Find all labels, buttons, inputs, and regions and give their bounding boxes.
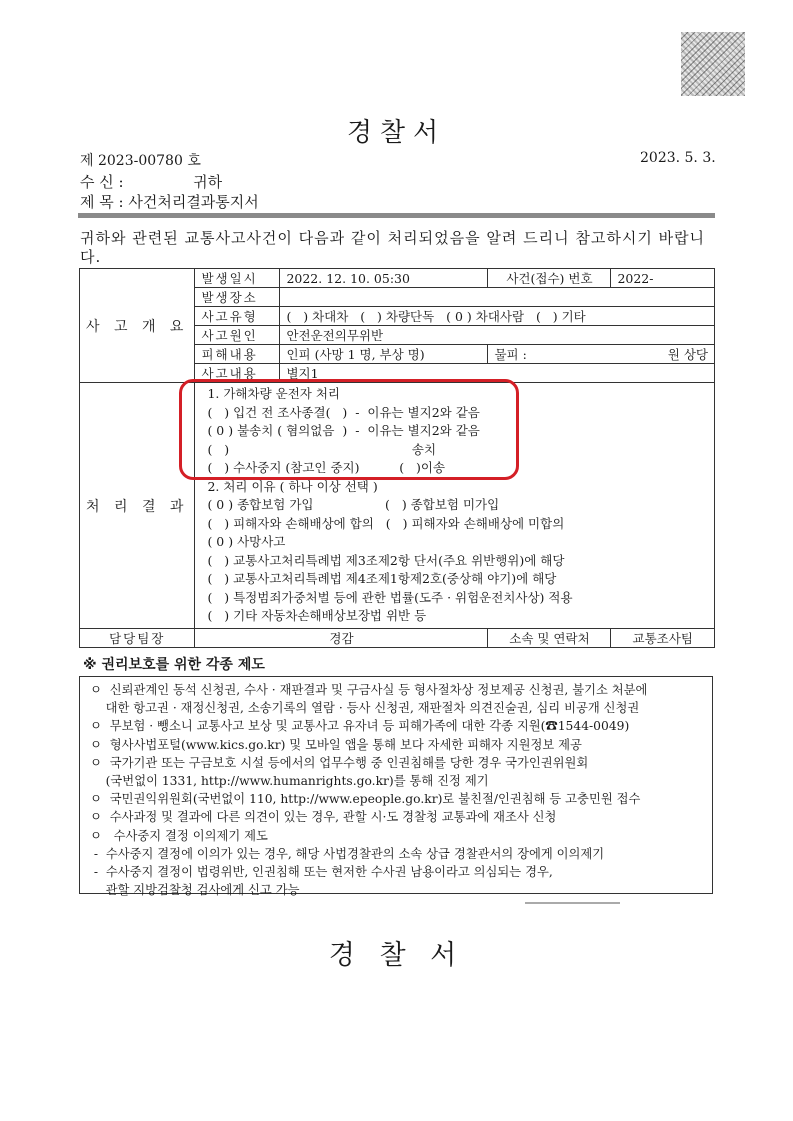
rights-line: (국번없이 1331, http://www.humanrights.go.kr)를 통해 진정 제기 — [90, 774, 489, 789]
reason-item: ( ) 기타 자동차손해배상보장법 위반 등 — [207, 608, 427, 623]
rights-line: ㅇ 수사과정 및 결과에 다른 의견이 있는 경우, 관할 시·도 경찰청 교통과에 재조사 신청 — [90, 810, 557, 825]
content-value: 별지1 — [280, 364, 715, 383]
damage-label: 피해내용 — [195, 345, 280, 364]
recipient-value: 귀하 — [193, 173, 223, 191]
cause-value: 안전운전의무위반 — [280, 326, 715, 345]
damage-property-label: 물피 : — [494, 347, 527, 362]
damage-property-value: 원 상당 — [667, 347, 708, 362]
recipient-row — [80, 171, 222, 192]
damage-property — [488, 345, 715, 364]
rights-line: - 수사중지 결정에 이의가 있는 경우, 해당 사법경찰관의 소속 상급 경찰관서의 장에게 이의제기 — [90, 846, 605, 861]
rights-line: - 수사중지 결정이 법령위반, 인권침해 또는 현저한 수사권 남용이라고 의심되는 경우, — [90, 865, 553, 880]
case-no-label: 사건(접수) 번호 — [488, 269, 611, 288]
qr-code-icon — [681, 32, 745, 96]
result-body — [195, 383, 715, 629]
result-item: ( ) 송치 — [207, 441, 437, 457]
reason-item: ( 0 ) 사망사고 — [207, 534, 286, 549]
result-part2-heading: 2. 처리 이유 ( 하나 이상 선택 ) — [207, 478, 378, 494]
rights-line: ㅇ 무보험 · 뺑소니 교통사고 보상 및 교통사고 유자녀 등 피해가족에 대한 각종 지원(☎1544-0049) — [90, 719, 630, 734]
rights-line: ㅇ 국민권익위원회(국번없이 110, http://www.epeople.go.kr)로 불친절/인권침해 등 고충민원 접수 — [90, 792, 641, 807]
damage-person-value: 인피 (사망 1 명, 부상 명) — [280, 345, 488, 364]
reason-item: ( ) 피해자와 손해배상에 합의 ( ) 피해자와 손해배상에 미합의 — [207, 515, 565, 531]
rights-line: ㅇ 신뢰관계인 동석 신청권, 수사 · 재판결과 및 구금사실 등 형사절차상 정보제공 신청권, 불기소 처분에 — [90, 683, 648, 697]
rights-line: ㅇ 국가기관 또는 구금보호 시설 등에서의 업무수행 중 인권침해를 당한 경우 국가인권위원회 — [90, 755, 589, 770]
document-date: 2023. 5. 3. — [640, 150, 716, 166]
officer-label: 담당팀장 — [80, 629, 195, 648]
officer-value: 경감 — [195, 629, 488, 648]
rights-line: 대한 항고권 · 재정신청권, 소송기록의 열람 · 등사 신청권, 재판절차 의견진술권, 심리 비공개 신청권 — [90, 701, 640, 716]
agency-title: 경찰서 — [346, 118, 447, 148]
accident-type-value: ( ) 차대차 ( ) 차량단독 ( 0 ) 차대사람 ( ) 기타 — [280, 307, 715, 326]
result-item: ( 0 ) 불송치 ( 혐의없음 ) - 이유는 별지2와 같음 — [207, 423, 480, 438]
recipient-label: 수 신 : — [80, 173, 124, 191]
reason-item: ( ) 교통사고처리특례법 제3조제2항 단서(주요 위반행위)에 해당 — [207, 552, 565, 568]
accident-type-label: 사고유형 — [195, 307, 280, 326]
rights-box — [79, 676, 713, 898]
reason-item: ( ) 교통사고처리특례법 제4조제1항제2호(중상해 야기)에 해당 — [207, 571, 557, 586]
header-divider — [78, 213, 715, 218]
place-value — [280, 288, 715, 307]
reason-item: ( 0 ) 종합보험 가입 ( ) 종합보험 미가입 — [207, 497, 500, 512]
case-no-value: 2022- — [611, 269, 715, 288]
cause-label: 사고원인 — [195, 326, 280, 345]
rights-title: ※ 권리보호를 위한 각종 제도 — [83, 657, 265, 673]
contact-value: 교통조사팀 — [611, 629, 715, 648]
subject-label: 제 목 : — [80, 193, 124, 211]
accident-section-label: 사 고 개 요 — [80, 269, 195, 383]
content-label: 사고내용 — [195, 364, 280, 383]
rights-line: 관할 지방검찰청 검사에게 신고 가능 — [90, 883, 300, 898]
result-part1-heading: 1. 가해차량 운전자 처리 — [207, 386, 340, 401]
reason-item: ( ) 특정범죄가중처벌 등에 관한 법률(도주 · 위험운전치사상) 적용 — [207, 589, 573, 605]
subject-row — [80, 191, 259, 212]
signature-line — [525, 902, 620, 904]
rights-line: ㅇ 형사사법포털(www.kics.go.kr) 및 모바일 앱을 통해 보다 자세한 피해자 지원정보 제공 — [90, 737, 582, 752]
document-number: 제 2023-00780 호 — [80, 153, 201, 169]
result-item: ( ) 입건 전 조사종결( ) - 이유는 별지2와 같음 — [207, 404, 480, 420]
rights-line: ㅇ 수사중지 결정 이의제기 제도 — [90, 828, 268, 843]
result-section-label: 처 리 결 과 — [80, 383, 195, 629]
occurred-at-value: 2022. 12. 10. 05:30 — [280, 269, 488, 288]
case-table — [79, 268, 715, 648]
result-item: ( ) 수사중지 (참고인 중지) ( )이송 — [207, 460, 446, 475]
subject-value: 사건처리결과통지서 — [128, 193, 259, 211]
agency-seal-text: 경 찰 서 — [328, 940, 465, 971]
contact-label: 소속 및 연락처 — [488, 629, 611, 648]
intro-text: 귀하와 관련된 교통사고사건이 다음과 같이 처리되었음을 알려 드리니 참고하시기 바랍니다. — [80, 229, 706, 266]
place-label: 발생장소 — [195, 288, 280, 307]
occurred-at-label: 발생일시 — [195, 269, 280, 288]
